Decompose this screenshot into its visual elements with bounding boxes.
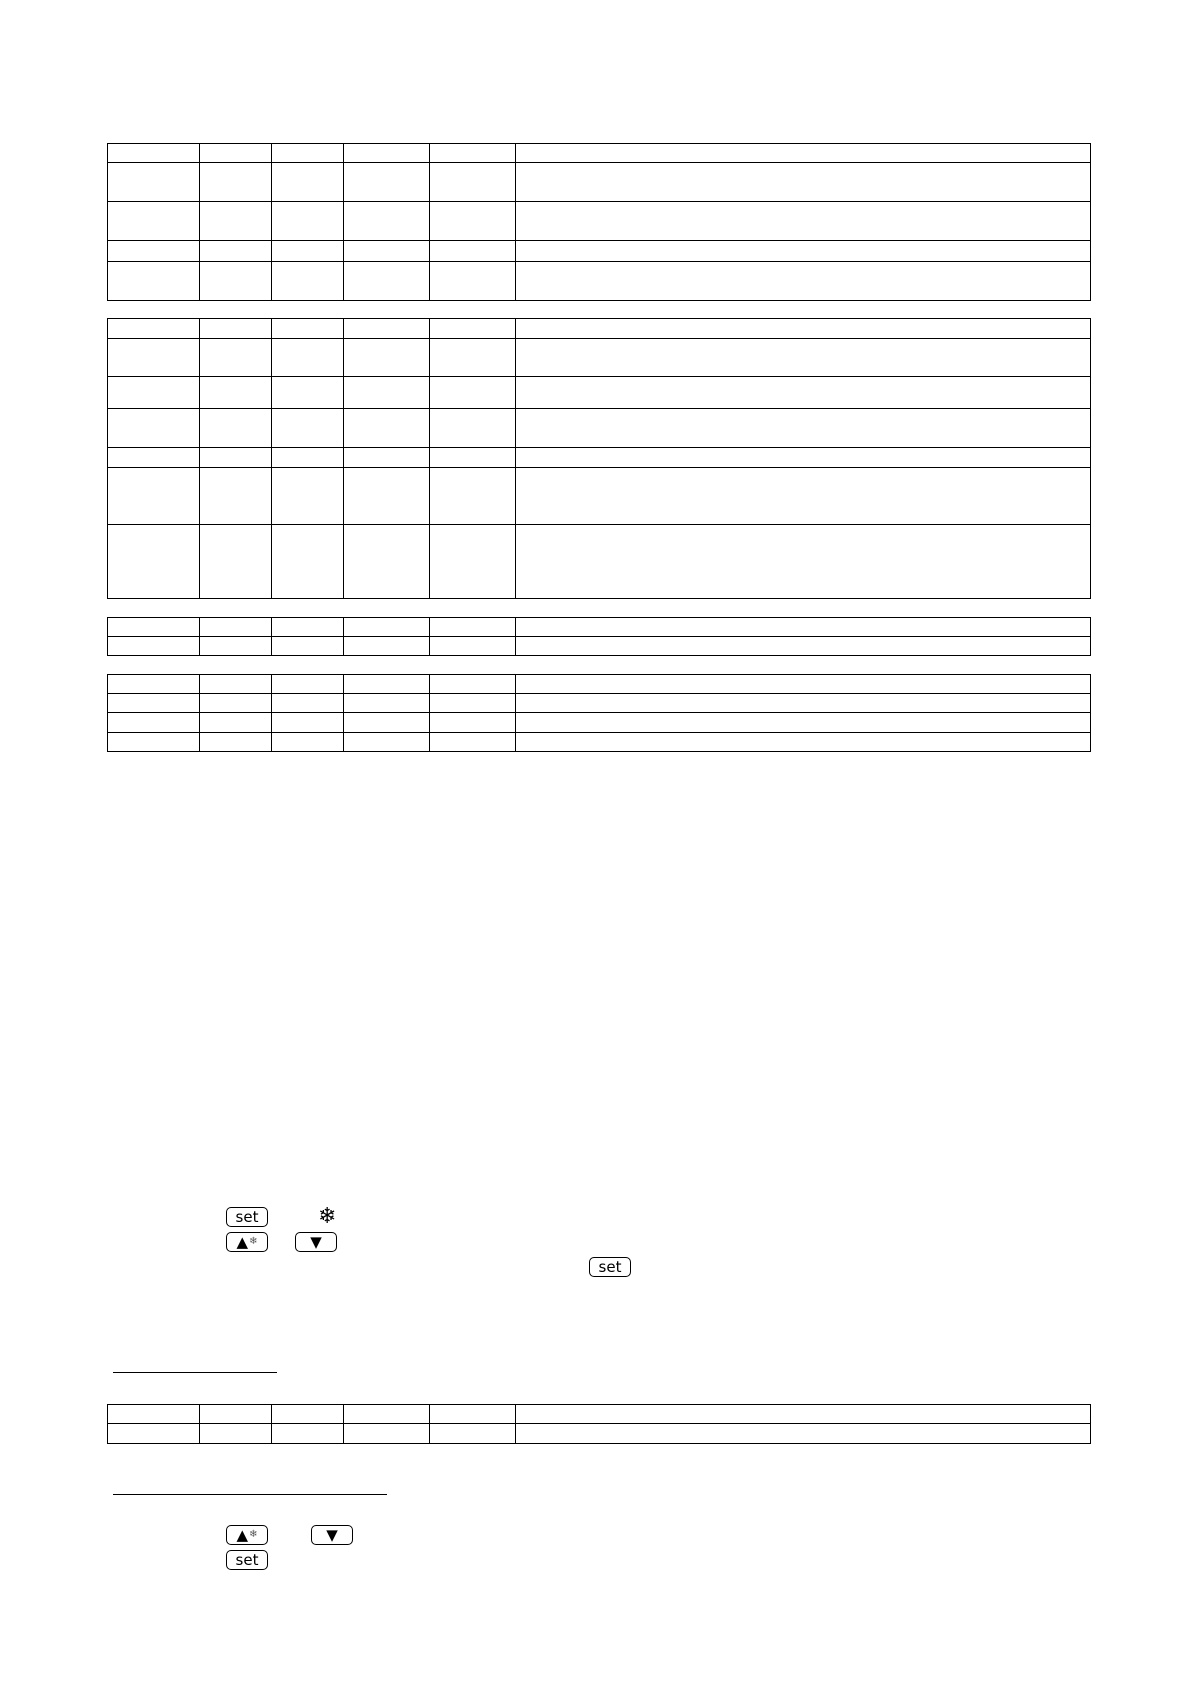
down-button[interactable]	[311, 1525, 353, 1545]
parameter-table-5	[107, 1404, 1091, 1444]
table-row	[108, 377, 1091, 409]
set-button-label: set	[598, 1257, 622, 1276]
set-button[interactable]	[226, 1207, 268, 1227]
table-row	[108, 163, 1091, 202]
table-row	[108, 1405, 1091, 1424]
table-row	[108, 675, 1091, 694]
down-button[interactable]	[295, 1232, 337, 1252]
table-row	[108, 262, 1091, 301]
parameter-table-3	[107, 617, 1091, 656]
set-button[interactable]	[589, 1257, 631, 1277]
table-row	[108, 202, 1091, 241]
table-row	[108, 241, 1091, 262]
snowflake-icon: ❄	[249, 1529, 258, 1540]
up-defrost-button[interactable]	[226, 1525, 268, 1545]
table-row	[108, 448, 1091, 468]
set-button-label: set	[235, 1550, 259, 1569]
table-row	[108, 713, 1091, 733]
up-defrost-button[interactable]	[226, 1232, 268, 1252]
down-arrow-icon: ▼	[310, 1232, 322, 1251]
snowflake-icon: ❄	[249, 1236, 258, 1247]
snowflake-icon: ❄	[318, 1204, 337, 1229]
table-row	[108, 733, 1091, 752]
table-row	[108, 468, 1091, 525]
parameter-table-4	[107, 674, 1091, 752]
table-row	[108, 618, 1091, 637]
table-row	[108, 525, 1091, 599]
up-arrow-icon: ▲	[236, 1525, 249, 1544]
table-row	[108, 1424, 1091, 1444]
section-heading-underline	[113, 1494, 387, 1495]
down-arrow-icon: ▼	[326, 1525, 338, 1544]
set-button[interactable]	[226, 1550, 268, 1570]
table-row	[108, 409, 1091, 448]
table-row	[108, 637, 1091, 656]
parameter-table-2	[107, 318, 1091, 599]
table-row	[108, 144, 1091, 163]
section-heading-underline	[113, 1372, 277, 1373]
table-row	[108, 339, 1091, 377]
up-arrow-icon: ▲	[236, 1232, 249, 1251]
table-row	[108, 319, 1091, 339]
set-button-label: set	[235, 1207, 259, 1226]
table-row	[108, 694, 1091, 713]
parameter-table-1	[107, 143, 1091, 301]
